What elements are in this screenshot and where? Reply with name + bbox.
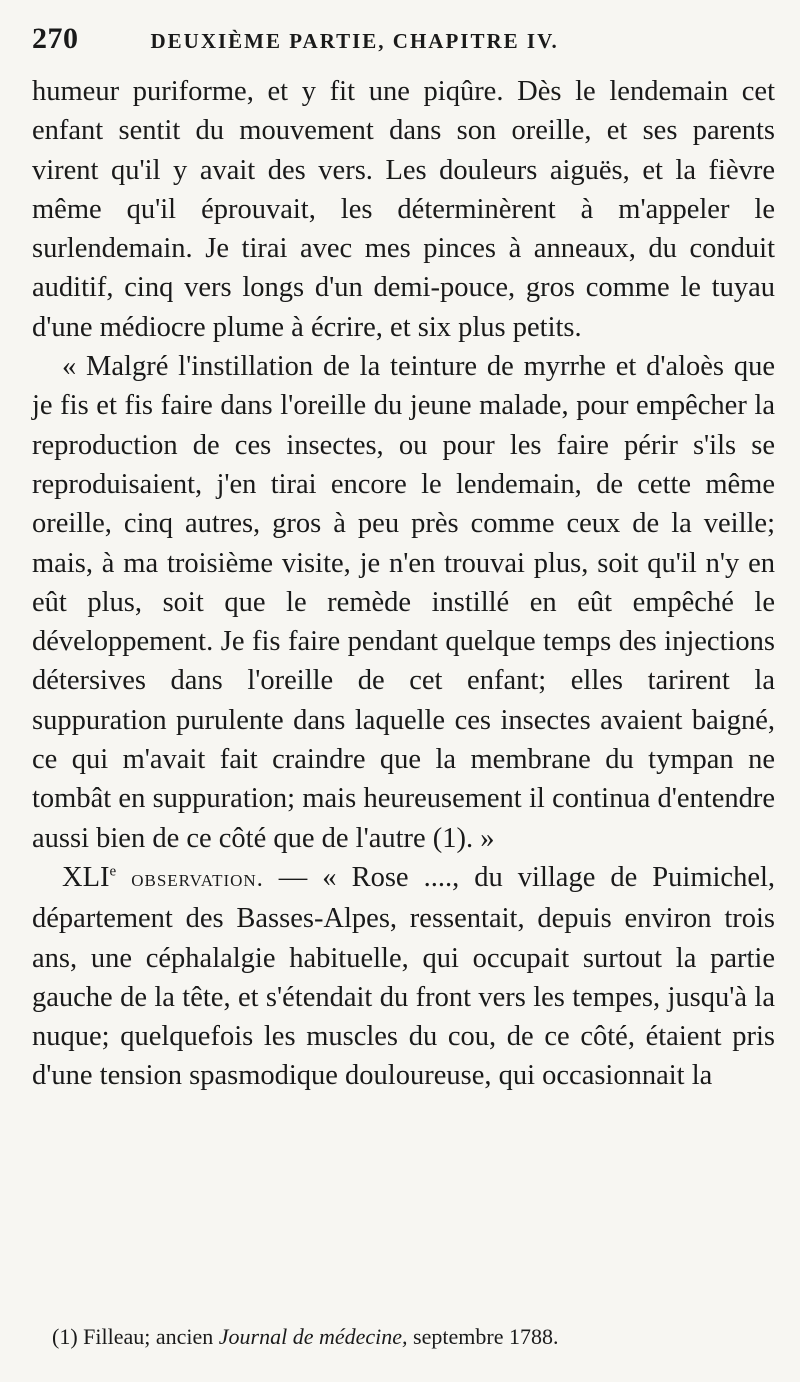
footnote-date: septembre 1788.	[413, 1324, 559, 1349]
footnote	[52, 1322, 772, 1352]
paragraph-observation	[32, 858, 775, 1096]
observation-label: observation.	[131, 865, 264, 892]
footnote-journal: Journal de médecine,	[218, 1324, 408, 1349]
body-text	[32, 72, 775, 1096]
paragraph-quotation: « Malgré l'instillation de la teinture de myrrhe et d'aloès que je fis et fis faire dans l'oreille du jeune malade, pour empêcher la reproduction de ces insectes, ou pour les faire périr s'ils se reproduisaient, j'en tirai encore le lendemain, de cette même oreille, cinq autres, gros à peu près comme ceux de la veille; mais, à ma troisième visite, je n'en trouvai plus, soit qu'il n'y en eût plus, soit que le remède instillé en eût empêché le développement. Je fis faire pendant quelque temps des injections détersives dans l'oreille de cet enfant; elles tarirent la suppuration purulente dans laquelle ces insectes avaient baigné, ce qui m'avait fait craindre que la membrane du tympan ne tombât en suppuration; mais heureusement il continua d'entendre aussi bien de ce côté que de l'autre (1). »	[32, 351, 775, 854]
observation-numeral: XLI	[62, 861, 110, 893]
footnote-prefix: ancien	[155, 1324, 214, 1349]
page-number: 270	[32, 22, 79, 55]
running-head	[32, 22, 772, 66]
paragraph-continuation: humeur puriforme, et y fit une piqûre. Dès le lendemain cet enfant sentit du mouvement dans son oreille, et ses parents virent qu'il y avait des vers. Les douleurs aiguës, et la fièvre même qu'il éprouvait, les déterminèrent à m'appeler le surlendemain. Je tirai avec mes pinces à anneaux, du conduit auditif, cinq vers longs d'un demi-pouce, gros comme le tuyau d'une médiocre plume à écrire, et six plus petits.	[32, 76, 775, 343]
observation-numeral-superscript: e	[109, 863, 117, 880]
observation-text: — « Rose ...., du village de Puimichel, département des Basses-Alpes, ressentait, depuis environ trois ans, une céphalalgie habituelle, qui occupait surtout la partie gauche de la tête, et s'étendait du front vers les tempes, jusqu'à la nuque; quelquefois les muscles du cou, de ce côté, étaient pris d'une tension spasmodique douloureuse, qui occasionnait la	[32, 861, 776, 1092]
running-title: DEUXIÈME PARTIE, CHAPITRE IV.	[150, 29, 559, 53]
footnote-marker: (1)	[52, 1324, 78, 1349]
footnote-author: Filleau;	[83, 1324, 151, 1349]
